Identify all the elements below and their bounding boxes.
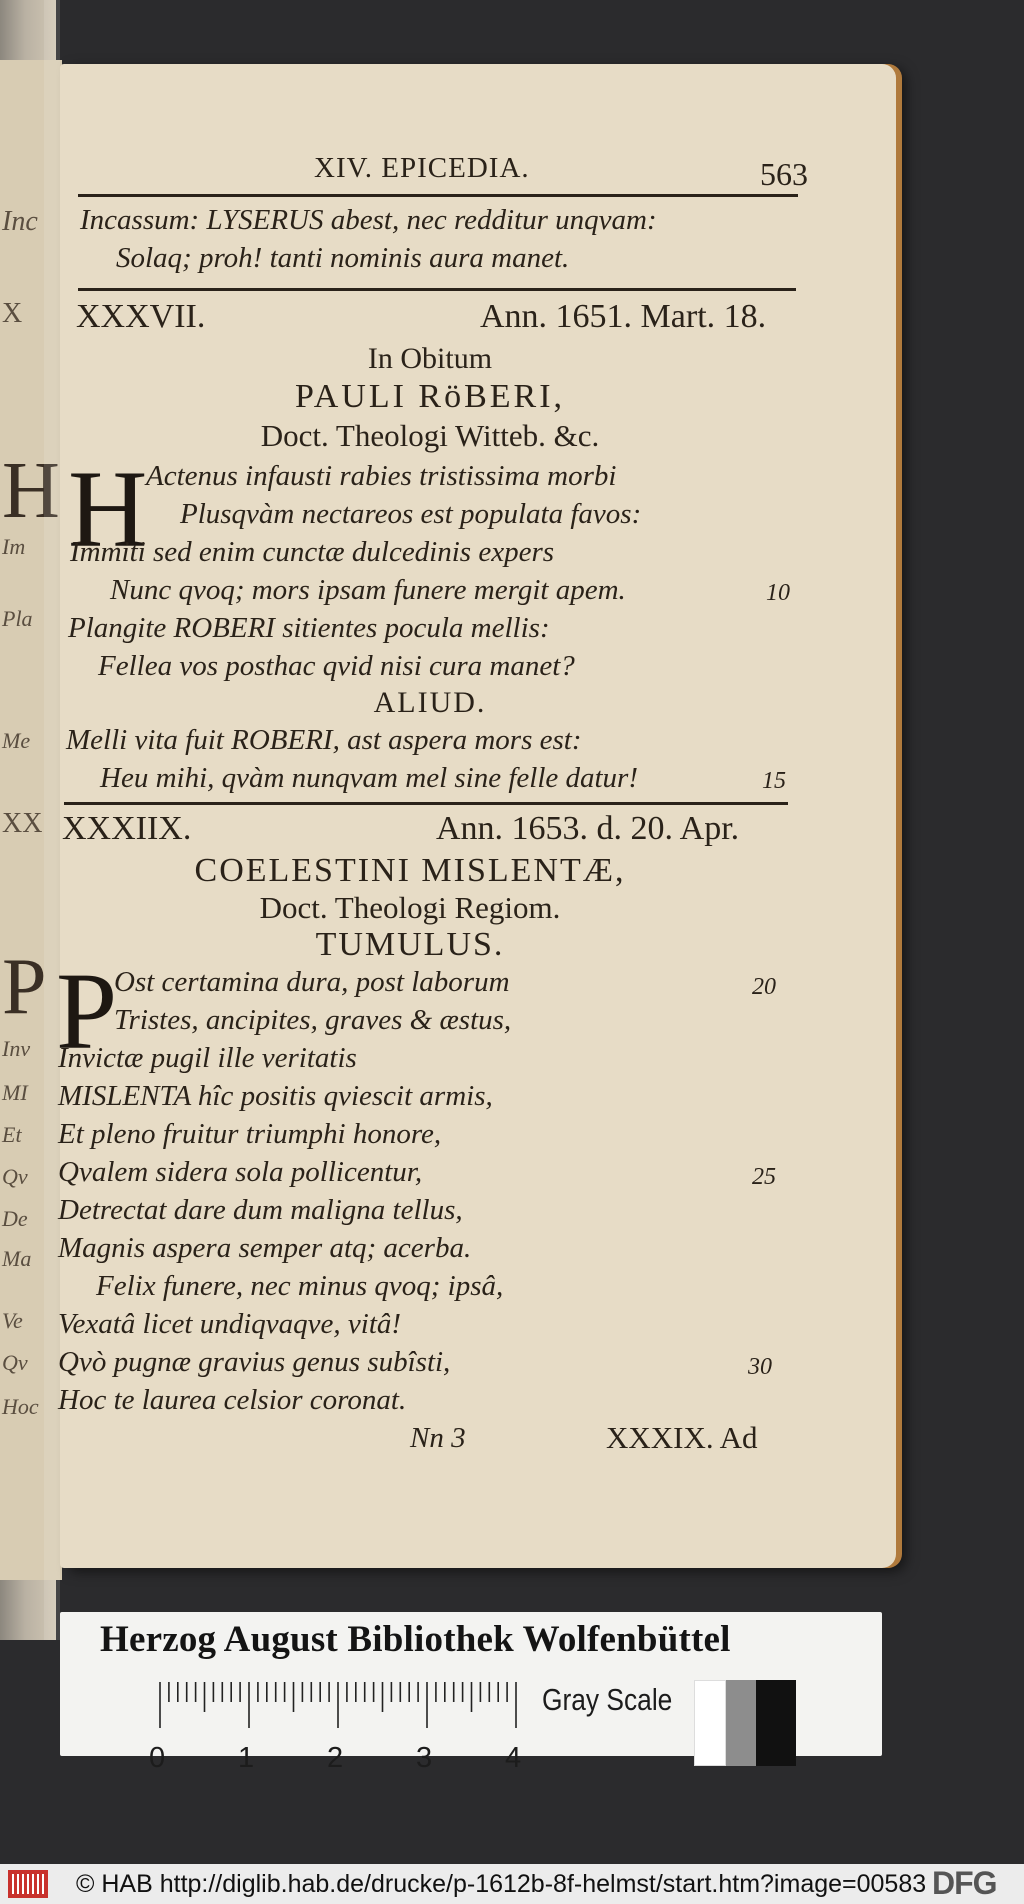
verse-line: Plusqvàm nectareos est populata favos: [180,498,642,530]
gray-scale-label: Gray Scale [542,1682,673,1717]
drop-capital: P [56,950,118,1072]
prev-fragment: Me [2,728,31,753]
library-name: Herzog August Bibliothek Wolfenbüttel [100,1619,731,1660]
signature-mark: Nn 3 [410,1422,466,1454]
verse-line: Incassum: LYSERUS abest, nec redditur unqvam: [80,204,657,236]
verse-line: Et pleno fruitur triumphi honore, [58,1118,442,1150]
prev-fragment: De [2,1206,28,1231]
header-rule [78,194,798,197]
line-number: 30 [748,1354,772,1380]
verse-line: Tristes, ancipites, graves & æstus, [114,1004,512,1036]
scale-ruler [158,1682,518,1728]
verse-line: Felix funere, nec minus qvoq; ipsâ, [96,1270,504,1302]
line-number: 15 [762,768,786,794]
section-subtitle: ALIUD. [373,686,487,719]
prev-fragment: Im [2,534,26,559]
prev-fragment: MI [2,1080,28,1105]
section-number: XXXVII. [76,298,206,335]
verse-line: Detrectat dare dum maligna tellus, [58,1194,463,1226]
running-header: XIV. EPICEDIA. [314,152,530,184]
prev-fragment: Inc [2,206,38,237]
prev-fragment: Pla [2,606,33,631]
verse-line: MISLENTA hîc positis qviescit armis, [58,1080,493,1112]
prev-fragment: XX [2,808,43,839]
section-rule [64,802,788,805]
verse-line: Hoc te laurea celsior coronat. [58,1384,407,1416]
prev-fragment: Ve [2,1308,23,1333]
section-number: XXXIIX. [62,810,192,847]
section-date: Ann. 1653. d. 20. Apr. [436,810,740,847]
catchword: XXXIX. Ad [606,1420,758,1455]
verse-line: Melli vita fuit ROBERI, ast aspera mors est: [66,724,582,756]
ruler-number: 3 [416,1742,433,1774]
ruler-number: 0 [149,1742,166,1774]
ruler-number: 4 [505,1742,522,1774]
verse-line: Fellea vos posthac qvid nisi cura manet? [98,650,575,682]
footer-link[interactable]: © HAB http://diglib.hab.de/drucke/p-1612b-8f-helmst/start.htm?image=00583 [76,1870,927,1898]
verse-line: Solaq; proh! tanti nominis aura manet. [116,242,570,274]
verse-line: Actenus infausti rabies tristissima morbi [146,460,617,492]
prev-fragment: H [2,447,60,535]
line-number: 20 [752,974,776,1000]
gray-swatch-mid [726,1680,756,1766]
section-rule [78,288,796,291]
gray-swatch-black [756,1680,796,1766]
verse-line: Ost certamina dura, post laborum [114,966,510,998]
prev-fragment: Et [2,1122,22,1147]
prev-fragment: X [2,298,23,329]
verse-line: Plangite ROBERI sitientes pocula mellis: [68,612,550,644]
verse-line: Vexatâ licet undiqvaqve, vitâ! [58,1308,402,1340]
verse-line: Immiti sed enim cunctæ dulcedinis expers [70,536,555,568]
verse-line: Invictæ pugil ille veritatis [58,1042,357,1074]
page-number: 563 [760,156,808,192]
prev-fragment: Qv [2,1164,28,1189]
dfg-logo: DFG [932,1865,997,1901]
prev-fragment: Qv [2,1350,28,1375]
poem-title: In Obitum [367,342,493,375]
poem-title: Doct. Theologi Witteb. &c. [260,418,600,453]
ruler-number: 1 [238,1742,255,1774]
verse-line: Magnis aspera semper atq; acerba. [58,1232,472,1264]
gray-swatch-white [694,1680,726,1766]
prev-fragment: Ma [2,1246,32,1271]
section-date: Ann. 1651. Mart. 18. [480,298,767,335]
verse-line: Qvò pugnæ gravius genus subîsti, [58,1346,451,1378]
verse-line: Heu mihi, qvàm nunqvam mel sine felle datur! [100,762,639,794]
ruler-number: 2 [327,1742,344,1774]
prev-fragment: P [2,943,47,1031]
poem-title: TUMULUS. [315,926,505,963]
verse-line: Qvalem sidera sola pollicentur, [58,1156,423,1188]
hab-logo-icon [8,1870,48,1898]
poem-title: PAULI RöBERI, [294,378,566,415]
poem-title: Doct. Theologi Regiom. [259,890,561,925]
line-number: 25 [752,1164,776,1190]
prev-fragment: Inv [2,1036,31,1061]
prev-fragment: Hoc [2,1394,39,1419]
poem-title: COELESTINI MISLENTÆ, [194,852,626,889]
drop-capital: H [68,448,148,570]
verse-line: Nunc qvoq; mors ipsam funere mergit apem. [110,574,626,606]
line-number: 10 [766,580,790,606]
